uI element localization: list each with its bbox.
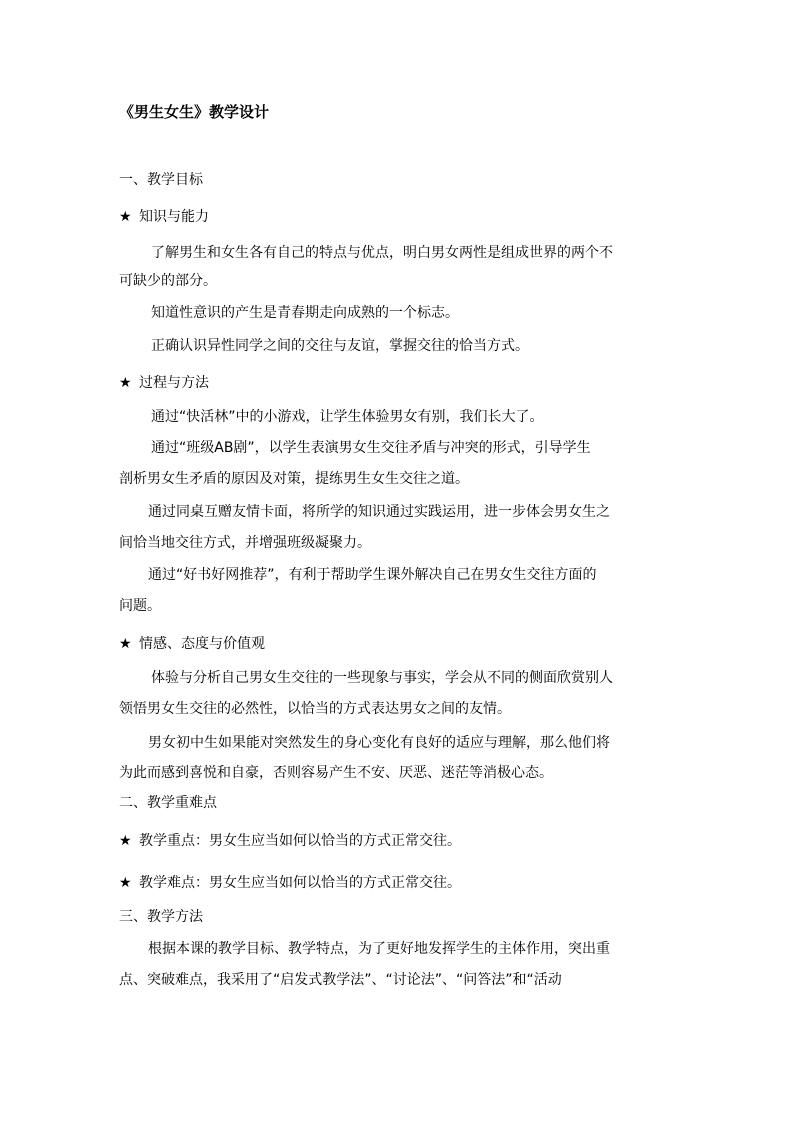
paragraph-line: 通过同桌互赠友情卡面，将所学的知识通过实践运用，进一步体会男女生之 [148,504,610,520]
paragraph-line: 可缺少的部分。 [119,273,217,289]
subheading-knowledge [119,207,209,227]
paragraph-line: 通过“好书好网推荐”，有利于帮助学生课外解决自己在男女生交往方面的 [148,567,597,583]
difficult-point-text: 教学难点：男女生应当如何以恰当的方式正常交往。 [139,875,461,891]
star-icon: ★ [119,833,132,849]
section-heading-key-points: 二、教学重难点 [119,795,217,811]
key-point-line [119,831,461,851]
star-icon: ★ [119,375,132,391]
paragraph-line: 问题。 [119,598,161,614]
subheading-process [119,373,209,393]
paragraph-line: 通过“班级AB剧”，以学生表演男女生交往矛盾与冲突的形式，引导学生 [151,440,591,456]
subheading-text: 过程与方法 [139,375,209,391]
section-heading-methods: 三、教学方法 [119,909,203,925]
paragraph-line: 为此而感到喜悦和自豪，否则容易产生不安、厌恶、迷茫等消极心态。 [119,765,553,781]
paragraph-line: 体验与分析自己男女生交往的一些现象与事实，学会从不同的侧面欣赏别人 [151,670,613,686]
difficult-point-line [119,873,461,893]
subheading-text: 情感、态度与价值观 [139,636,265,652]
paragraph-line: 剖析男女生矛盾的原因及对策，提练男生女生交往之道。 [119,471,469,487]
document-title: 《男生女生》教学设计 [119,103,270,121]
star-icon: ★ [119,636,132,652]
star-icon: ★ [119,209,132,225]
subheading-text: 知识与能力 [139,209,209,225]
star-icon: ★ [119,875,132,891]
paragraph-line: 通过“快活林”中的小游戏，让学生体验男女有别，我们长大了。 [151,409,544,425]
paragraph-line: 根据本课的教学目标、教学特点，为了更好地发挥学生的主体作用，突出重 [148,941,610,957]
paragraph-line: 领悟男女生交往的必然性，以恰当的方式表达男女之间的友情。 [119,701,511,717]
paragraph-line: 点、突破难点，我采用了“启发式教学法”、“讨论法”、“问答法”和“活动 [119,972,562,988]
key-point-text: 教学重点：男女生应当如何以恰当的方式正常交往。 [139,833,461,849]
section-heading-objectives: 一、教学目标 [119,172,203,188]
subheading-emotion [119,634,265,654]
paragraph-line: 正确认识异性同学之间的交往与友谊，掌握交往的恰当方式。 [151,338,529,354]
paragraph-line: 了解男生和女生各有自己的特点与优点，明白男女两性是组成世界的两个不 [151,245,613,261]
paragraph-line: 男女初中生如果能对突然发生的身心变化有良好的适应与理解，那么他们将 [148,735,610,751]
paragraph-line: 间恰当地交往方式，并增强班级凝聚力。 [119,535,371,551]
paragraph-line: 知道性意识的产生是青春期走向成熟的一个标志。 [151,305,459,321]
